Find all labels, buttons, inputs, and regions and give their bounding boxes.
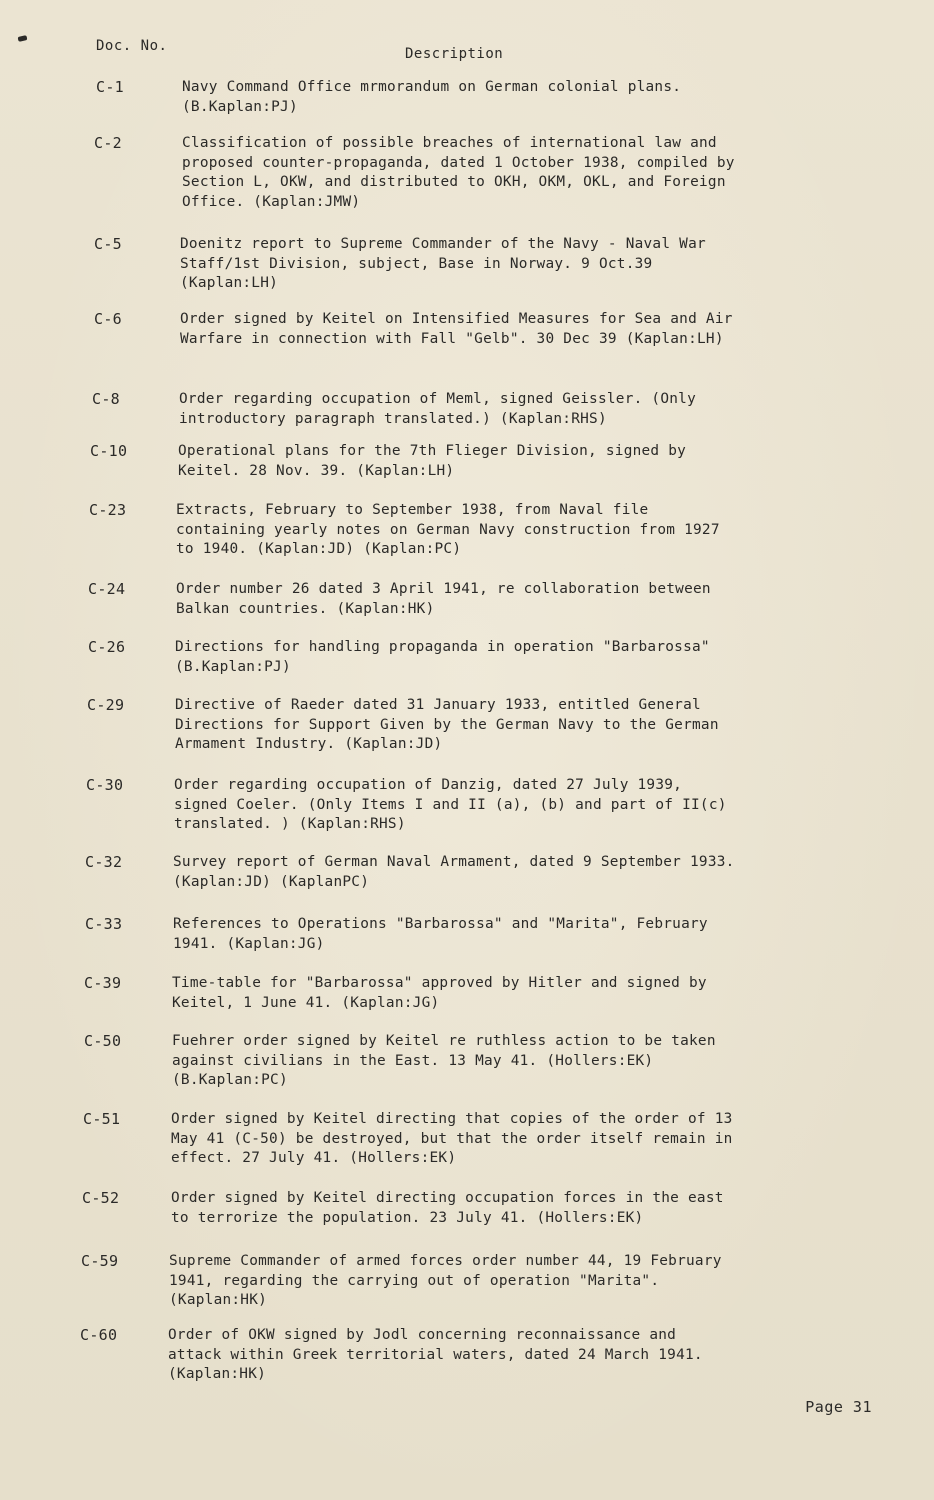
- doc-description: Navy Command Office mrmorandum on German colonial plans. (B.Kaplan:PJ): [182, 79, 682, 115]
- description-header: Description: [405, 46, 504, 62]
- doc-number: C-50: [84, 1032, 122, 1050]
- doc-description: Extracts, February to September 1938, from Naval file containing yearly notes on German Navy construction from 1927 to 1940. (Kaplan:JD) (Kaplan:PC): [176, 502, 720, 557]
- doc-description: Time-table for "Barbarossa" approved by Hitler and signed by Keitel, 1 June 41. (Kaplan:JG): [172, 975, 707, 1011]
- ink-mark: [18, 35, 28, 42]
- doc-number: C-30: [86, 776, 124, 794]
- doc-description: Supreme Commander of armed forces order number 44, 19 February 1941, regarding the carrying out of operation "Marita". (Kaplan:HK): [169, 1253, 722, 1308]
- doc-description: Order signed by Keitel directing occupation forces in the east to terrorize the population. 23 July 41. (Hollers:EK): [171, 1190, 724, 1226]
- doc-number: C-23: [89, 501, 127, 519]
- doc-description: Classification of possible breaches of international law and proposed counter-propaganda, dated 1 October 1938, compiled by Section L, OKW, and distributed to OKH, OKM, OKL, and Foreign Office. (Kaplan:JMW): [182, 135, 735, 210]
- doc-description: Order regarding occupation of Danzig, dated 27 July 1939, signed Coeler. (Only Items I and II (a), (b) and part of II(c) translated. ) (Kaplan:RHS): [174, 777, 727, 832]
- doc-number: C-29: [87, 696, 125, 714]
- doc-description: Operational plans for the 7th Flieger Division, signed by Keitel. 28 Nov. 39. (Kaplan:LH): [178, 443, 687, 479]
- doc-description: Order of OKW signed by Jodl concerning reconnaissance and attack within Greek territorial waters, dated 24 March 1941. (Kaplan:HK): [168, 1327, 703, 1382]
- doc-number: C-1: [96, 78, 124, 96]
- doc-description: Order number 26 dated 3 April 1941, re collaboration between Balkan countries. (Kaplan:HK): [176, 581, 711, 617]
- doc-description: Order regarding occupation of Meml, signed Geissler. (Only introductory paragraph translated.) (Kaplan:RHS): [179, 391, 697, 427]
- doc-number: C-24: [88, 580, 126, 598]
- doc-number: C-52: [82, 1189, 120, 1207]
- doc-number: C-2: [94, 134, 122, 152]
- doc-number: C-60: [80, 1326, 118, 1344]
- doc-number: C-32: [85, 853, 123, 871]
- doc-description: References to Operations "Barbarossa" and "Marita", February 1941. (Kaplan:JG): [173, 916, 708, 952]
- doc-number: C-33: [85, 915, 123, 933]
- doc-number: C-5: [94, 235, 122, 253]
- doc-description: Directive of Raeder dated 31 January 1933, entitled General Directions for Support Given by the German Navy to the German Armament Industry. (Kaplan:JD): [175, 697, 719, 752]
- doc-description: Fuehrer order signed by Keitel re ruthless action to be taken against civilians in the East. 13 May 41. (Hollers:EK) (B.Kaplan:PC): [172, 1033, 716, 1088]
- doc-description: Doenitz report to Supreme Commander of the Navy - Naval War Staff/1st Division, subject, Base in Norway. 9 Oct.39 (Kaplan:LH): [180, 236, 706, 291]
- doc-number: C-6: [94, 310, 122, 328]
- doc-description: Directions for handling propaganda in operation "Barbarossa" (B.Kaplan:PJ): [175, 639, 710, 675]
- doc-number: C-59: [81, 1252, 119, 1270]
- doc-number: C-10: [90, 442, 128, 460]
- doc-number: C-8: [92, 390, 120, 408]
- doc-number: C-26: [88, 638, 126, 656]
- doc-description: Order signed by Keitel on Intensified Measures for Sea and Air Warfare in connection with Fall "Gelb". 30 Dec 39 (Kaplan:LH): [180, 311, 733, 347]
- doc-number: C-39: [84, 974, 122, 992]
- doc-number: C-51: [83, 1110, 121, 1128]
- doc-description: Survey report of German Naval Armament, dated 9 September 1933. (Kaplan:JD) (KaplanPC): [173, 854, 735, 890]
- doc-description: Order signed by Keitel directing that copies of the order of 13 May 41 (C-50) be destroyed, but that the order itself remain in effect. 27 July 41. (Hollers:EK): [171, 1111, 733, 1166]
- page-number: Page 31: [805, 1398, 872, 1416]
- doc-no-header: Doc. No.: [96, 38, 168, 54]
